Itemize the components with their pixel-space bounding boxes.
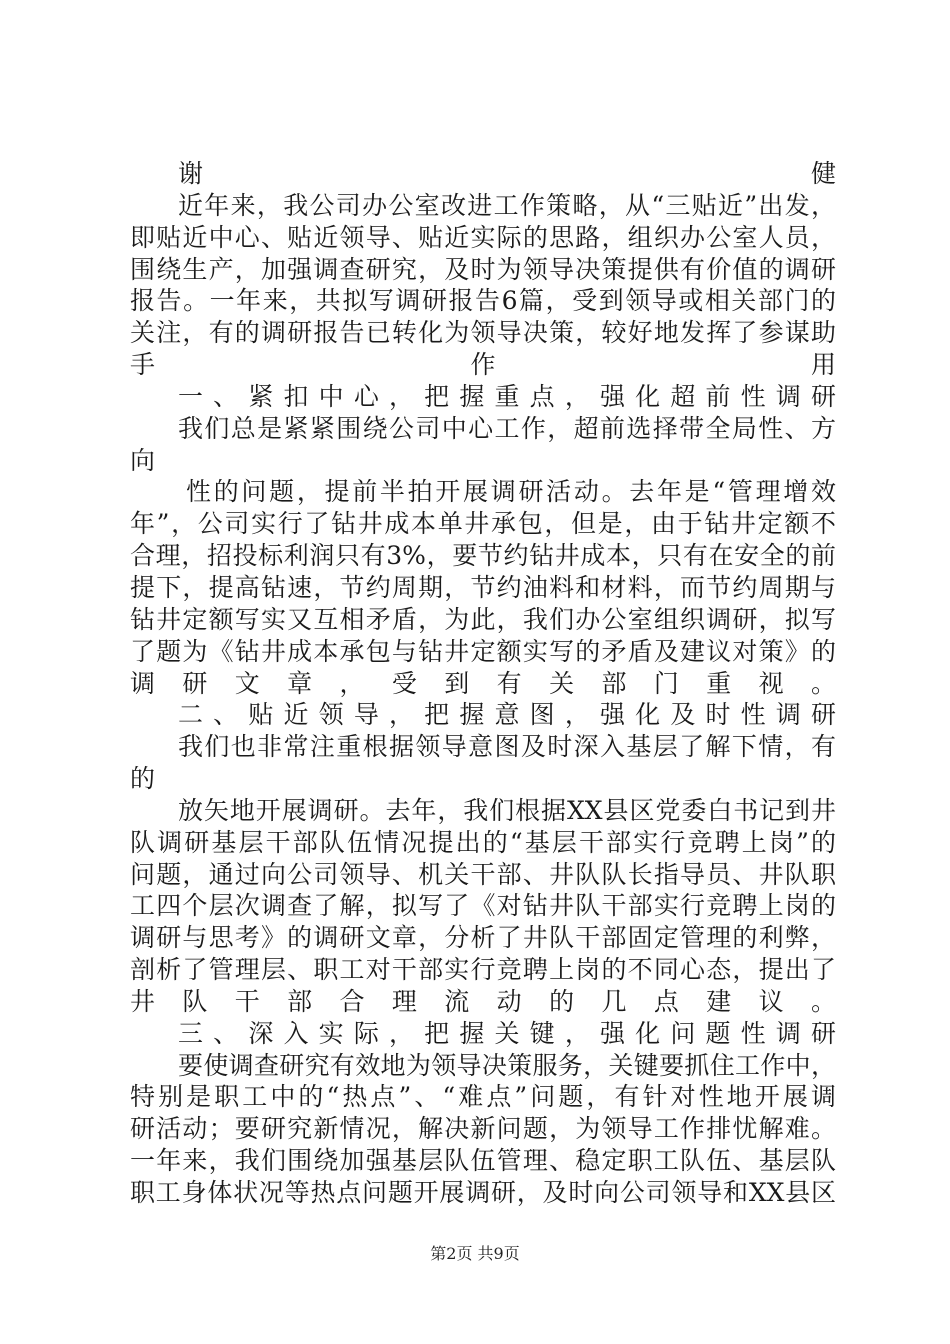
body-line: 剖析了管理层、职工对干部实行竞聘上岗的不同心态，提出了: [130, 955, 836, 985]
body-line: 二、贴近领导，把握意图，强化及时性调研: [178, 700, 836, 730]
body-line: 手作用: [130, 350, 836, 380]
body-line: 调研文章，受到有关部门重视。: [130, 668, 836, 698]
body-line: 井队干部合理流动的几点建议。: [130, 986, 836, 1016]
body-line: 要使调查研究有效地为领导决策服务，关键要抓住工作中，: [178, 1050, 836, 1080]
body-line: 一年来，我们围绕加强基层队伍管理、稳定职工队伍、基层队: [130, 1146, 836, 1176]
body-line: 的: [130, 764, 156, 794]
body-line: 我们总是紧紧围绕公司中心工作，超前选择带全局性、方: [178, 413, 836, 443]
page-footer: 第2页 共9页: [430, 1244, 520, 1263]
body-line: 放矢地开展调研。去年，我们根据XX县区党委白书记到井: [178, 795, 836, 825]
body-line: 合理，招投标利润只有3%，要节约钻井成本，只有在安全的前: [130, 541, 836, 571]
body-line: 钻井定额写实又互相矛盾，为此，我们办公室组织调研，拟写: [130, 604, 836, 634]
body-line: 提下，提高钻速，节约周期，节约油料和材料，而节约周期与: [130, 572, 836, 602]
body-line: 一、紧扣中心，把握重点，强化超前性调研: [178, 381, 836, 411]
body-line: 近年来，我公司办公室改进工作策略，从“三贴近”出发，: [178, 190, 836, 220]
body-line: 队调研基层干部队伍情况提出的“基层干部实行竞聘上岗”的: [130, 827, 836, 857]
body-line: 年”，公司实行了钻井成本单井承包，但是，由于钻井定额不: [130, 509, 836, 539]
body-line: 即贴近中心、贴近领导、贴近实际的思路，组织办公室人员，: [130, 222, 836, 252]
document-body: [130, 158, 836, 1209]
body-line: 了题为《钻井成本承包与钻井定额实写的矛盾及建议对策》的: [130, 636, 836, 666]
body-line: 性的问题，提前半拍开展调研活动。去年是“管理增效: [186, 477, 836, 507]
body-line: 报告。一年来，共拟写调研报告6篇，受到领导或相关部门的: [130, 286, 836, 316]
body-line: 问题，通过向公司领导、机关干部、井队队长指导员、井队职: [130, 859, 836, 889]
body-line: 工四个层次调查了解，拟写了《对钻井队干部实行竞聘上岗的: [130, 891, 836, 921]
body-line: 调研与思考》的调研文章，分析了井队干部固定管理的利弊，: [130, 923, 836, 953]
body-line: 谢健: [178, 159, 836, 188]
body-line: 特别是职工中的“热点”、“难点”问题，有针对性地开展调: [130, 1082, 836, 1112]
body-line: 关注，有的调研报告已转化为领导决策，较好地发挥了参谋助: [130, 318, 836, 348]
body-line: 三、深入实际，把握关键，强化问题性调研: [178, 1018, 836, 1048]
body-line: 研活动；要研究新情况，解决新问题，为领导工作排忧解难。: [130, 1114, 836, 1144]
body-line: 职工身体状况等热点问题开展调研，及时向公司领导和XX县区: [130, 1178, 836, 1207]
body-line: 我们也非常注重根据领导意图及时深入基层了解下情，有: [178, 732, 836, 762]
body-line: 向: [130, 445, 156, 475]
body-line: 围绕生产，加强调查研究，及时为领导决策提供有价值的调研: [130, 254, 836, 284]
